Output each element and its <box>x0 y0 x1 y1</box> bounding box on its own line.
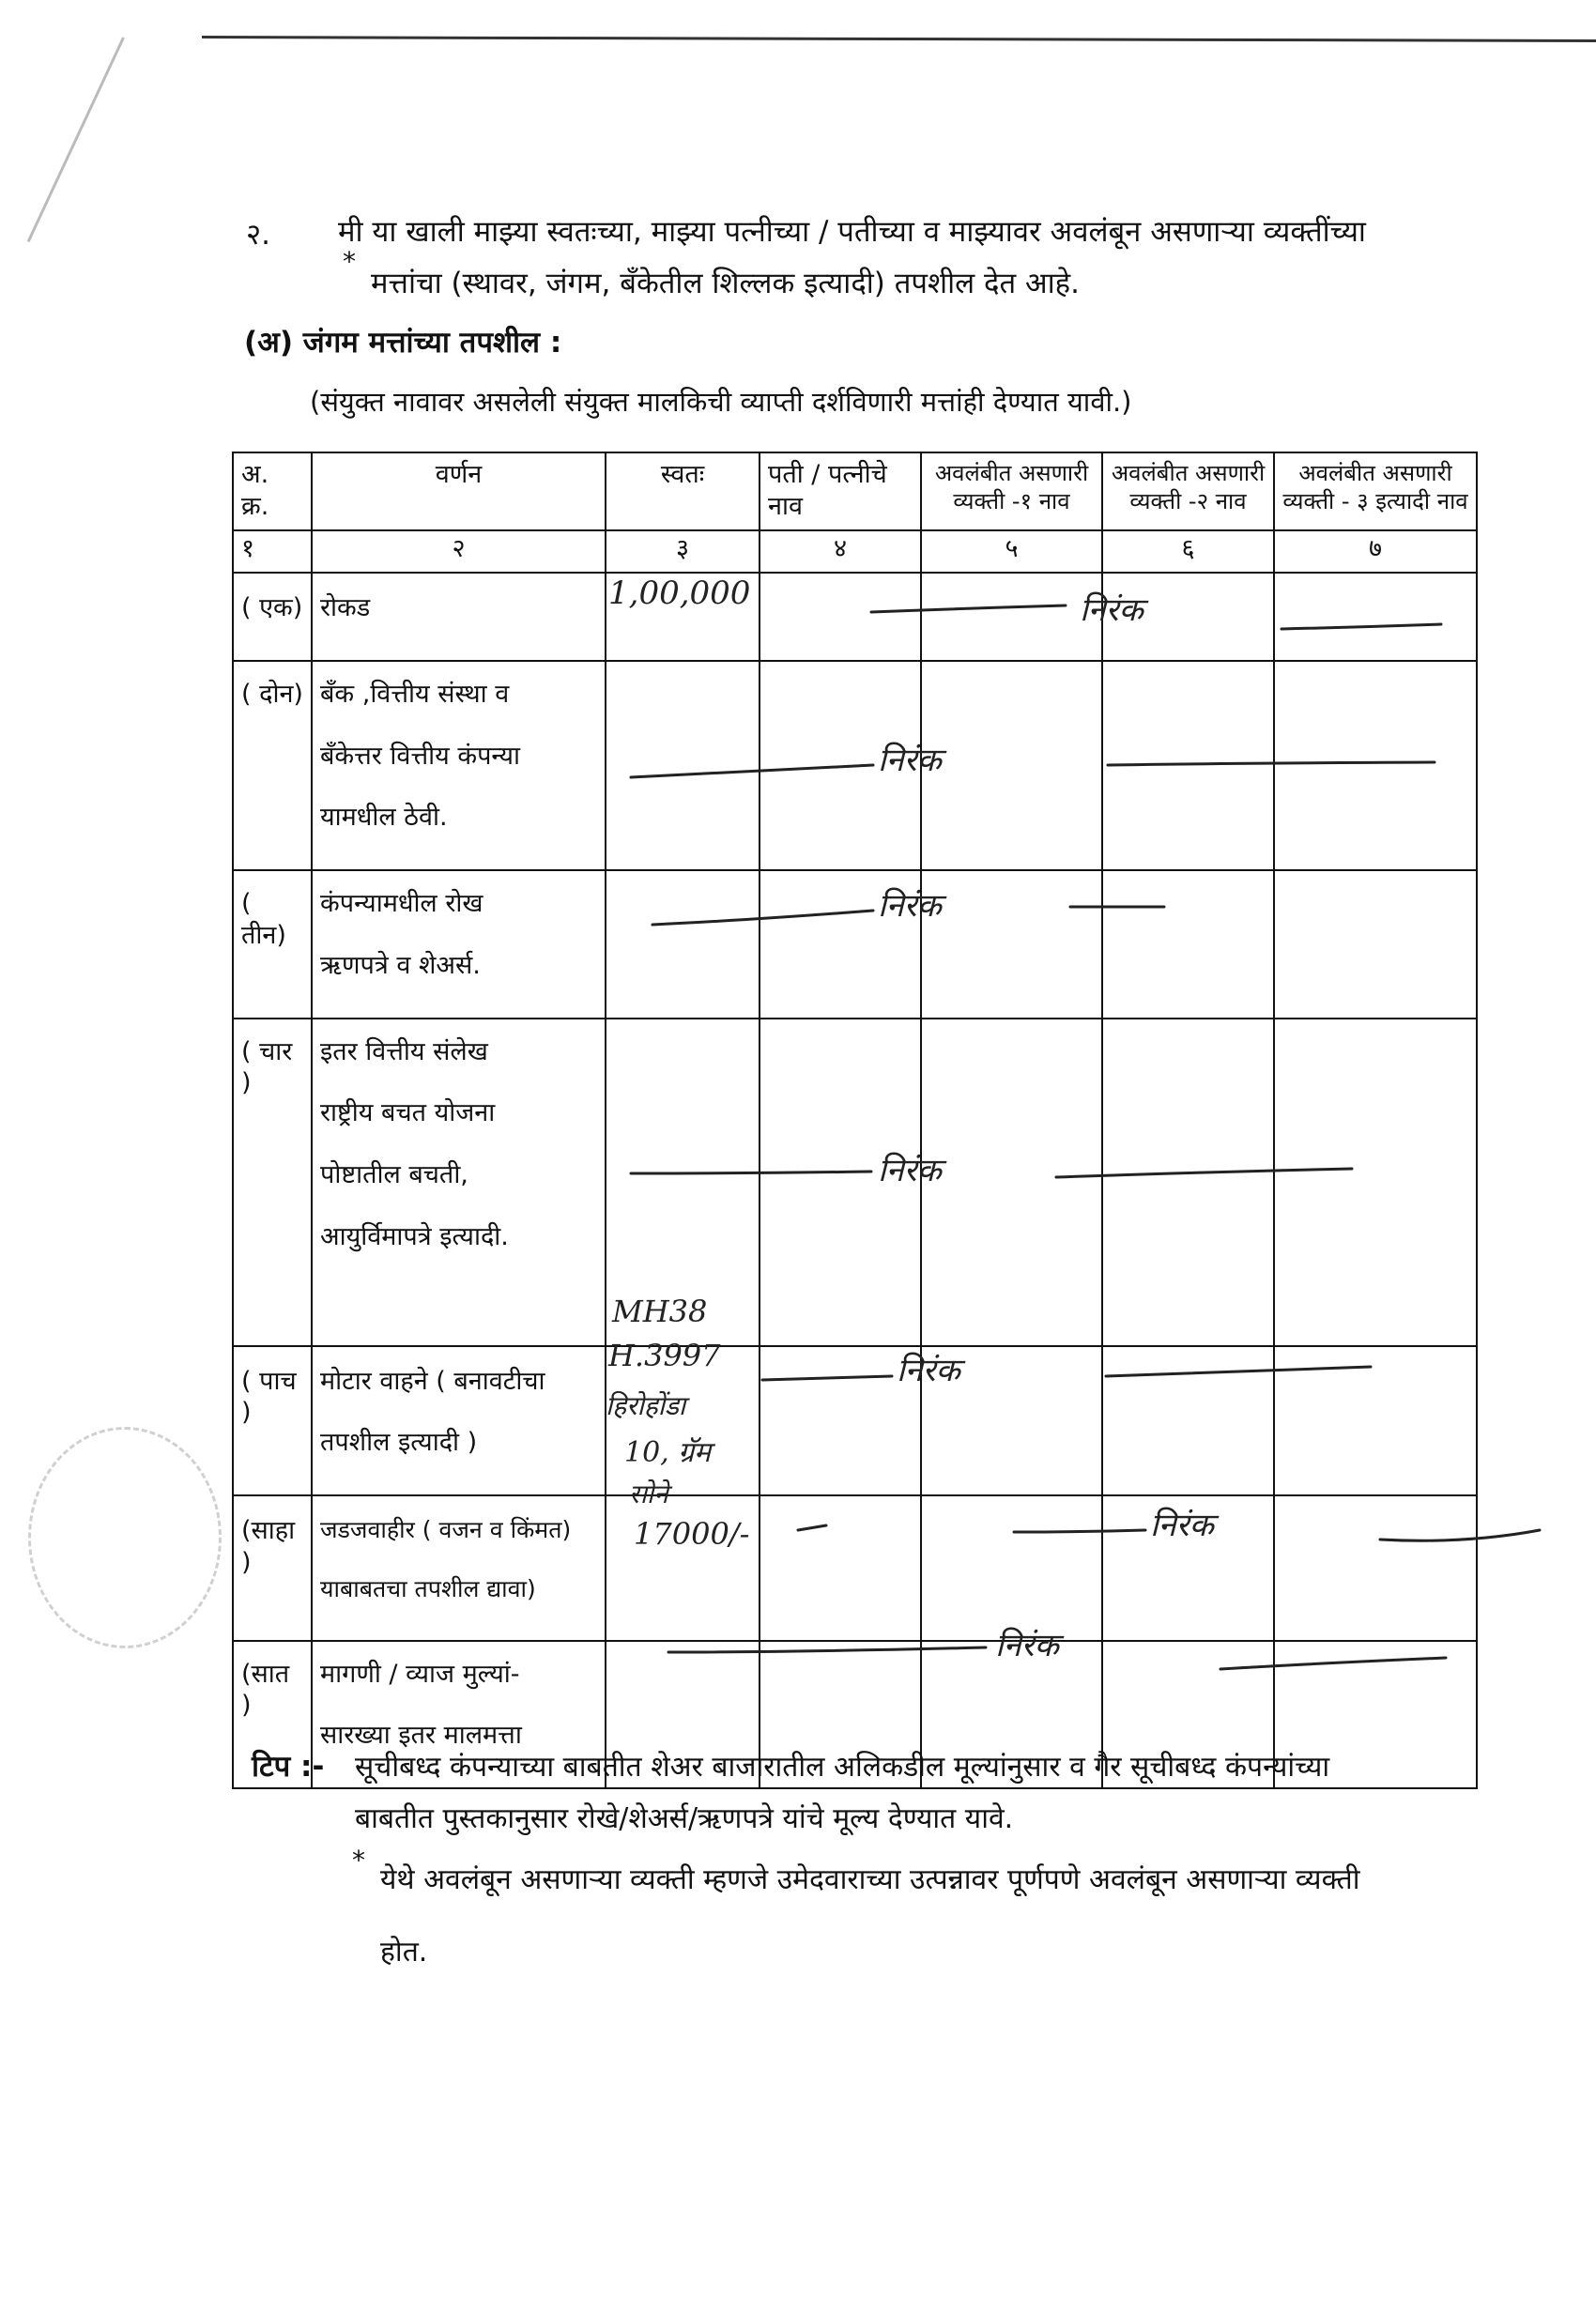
desc-line: आयुर्विमापत्रे इत्यादी. <box>320 1221 509 1251</box>
nil-dash <box>871 605 1066 612</box>
tip-line-1: सूचीबध्द कंपन्याच्या बाबतीत शेअर बाजारातील अलिकडील मूल्यांनुसार व गैर सूचीबध्द कंपन्यांच्या <box>355 1751 1330 1784</box>
col-num: ६ <box>1102 530 1274 573</box>
desc-line: मोटार वाहने ( बनावटीचा <box>320 1366 545 1396</box>
handwritten-nil: निरंक <box>995 1627 1059 1664</box>
nil-dash <box>1380 1530 1540 1540</box>
row-serial: ( पाच ) <box>233 1346 312 1496</box>
nil-dash <box>762 1376 892 1380</box>
handwritten-nil: निरंक <box>878 742 942 779</box>
col-num: ७ <box>1274 530 1477 573</box>
header-serial: अ. क्र. <box>233 452 312 530</box>
asterisk: * <box>352 1845 365 1876</box>
header-description: वर्णन <box>312 452 606 530</box>
row-serial: (साहा ) <box>233 1495 312 1641</box>
handwritten-nil: निरंक <box>1080 591 1143 629</box>
header-dependent-1: अवलंबीत असणारी व्यक्ती -१ नाव <box>921 452 1102 530</box>
header-self: स्वतः <box>606 452 760 530</box>
desc-line: तपशील इत्यादी ) <box>320 1428 478 1458</box>
subheading: (अ) जंगम मत्तांच्या तपशील : <box>244 326 562 360</box>
section-number: २. <box>246 218 270 252</box>
row-serial: ( दोन) <box>233 661 312 870</box>
tip-label: टिप :- <box>252 1750 325 1784</box>
desc-line: बँकेत्तर वित्तीय कंपन्या <box>320 741 521 771</box>
nil-dash <box>1108 762 1435 765</box>
header-spouse: पती / पत्नीचे नाव <box>760 452 921 530</box>
col-num: ३ <box>606 530 760 573</box>
handwritten-cash-amount: 1,00,000 <box>608 574 751 612</box>
handwritten-nil: निरंक <box>897 1352 960 1389</box>
desc-line: रोकड <box>320 593 371 622</box>
nil-dash <box>1056 1169 1352 1177</box>
nil-dash <box>1220 1658 1446 1669</box>
star-note-line-1: येथे अवलंबून असणाऱ्या व्यक्ती म्हणजे उमेदवाराच्या उत्पन्नावर पूर्णपणे अवलंबून असणाऱ्या व्यक्ती <box>380 1863 1360 1896</box>
handwritten-jewel-weight: 10, ग्रॅम <box>624 1436 712 1469</box>
intro-line-1: मी या खाली माझ्या स्वतःच्या, माझ्या पत्नीच्या / पतीच्या व माझ्यावर अवलंबून असणाऱ्या व्यक्तींच्या <box>338 215 1366 249</box>
intro-line-2: मत्तांचा (स्थावर, जंगम, बँकेतील शिल्लक इत्यादी) तपशील देत आहे. <box>371 267 1080 300</box>
desc-line: मागणी / व्याज मुल्यां- <box>320 1659 520 1689</box>
row-serial: ( चार ) <box>233 1019 312 1346</box>
handwritten-vehicle-reg: H.3997 <box>608 1338 721 1373</box>
handwritten-vehicle-reg: MH38 <box>612 1294 708 1329</box>
nil-dash <box>1106 1367 1371 1376</box>
handwritten-jewel-value: 17000/- <box>634 1516 750 1552</box>
col-num: २ <box>312 530 606 573</box>
nil-dash <box>652 911 873 925</box>
asterisk: * <box>343 246 356 277</box>
desc-line: कंपन्यामधील रोख <box>320 889 483 918</box>
handwritten-jewel-type: सोने <box>629 1478 668 1509</box>
handwritten-nil: निरंक <box>1150 1507 1214 1544</box>
nil-dash <box>798 1525 826 1530</box>
desc-line: सारख्या इतर मालमत्ता <box>320 1721 522 1751</box>
handwritten-vehicle-make: हिरोहोंडा <box>606 1390 686 1421</box>
joint-note: (संयुक्त नावावर असलेली संयुक्त मालकिची व्याप्ती दर्शविणारी मत्तांही देण्यात यावी.) <box>310 386 1132 418</box>
nil-dash <box>631 765 873 777</box>
header-dependent-3: अवलंबीत असणारी व्यक्ती - ३ इत्यादी नाव <box>1274 452 1477 530</box>
row-serial: ( एक) <box>233 573 312 661</box>
desc-line: याबाबतचा तपशील द्यावा) <box>320 1575 536 1603</box>
nil-dash <box>631 1172 871 1173</box>
handwritten-nil: निरंक <box>878 887 942 925</box>
col-num: ५ <box>921 530 1102 573</box>
nil-dash <box>1281 624 1441 629</box>
star-note-line-2: होत. <box>380 1936 428 1969</box>
col-num: १ <box>233 530 312 573</box>
tip-line-2: बाबतीत पुस्तकानुसार रोखे/शेअर्स/ऋणपत्रे यांचे मूल्य देण्यात यावे. <box>355 1802 1014 1835</box>
desc-line: राष्ट्रीय बचत योजना <box>320 1098 496 1128</box>
desc-line: ऋणपत्रे व शेअर्स. <box>320 950 481 980</box>
row-serial: ( तीन) <box>233 870 312 1019</box>
desc-line: बँक ,वित्तीय संस्था व <box>320 679 510 709</box>
desc-line: पोष्टातील बचती, <box>320 1160 468 1189</box>
desc-line: इतर वित्तीय संलेख <box>320 1036 488 1066</box>
row-serial: (सात ) <box>233 1641 312 1789</box>
col-num: ४ <box>760 530 921 573</box>
desc-line: जडजवाहीर ( वजन व किंमत) <box>320 1516 572 1543</box>
nil-dash <box>1014 1530 1145 1532</box>
header-dependent-2: अवलंबीत असणारी व्यक्ती -२ नाव <box>1102 452 1274 530</box>
desc-line: यामधील ठेवी. <box>320 803 448 833</box>
handwritten-nil: निरंक <box>878 1152 942 1189</box>
nil-dash <box>668 1647 986 1652</box>
